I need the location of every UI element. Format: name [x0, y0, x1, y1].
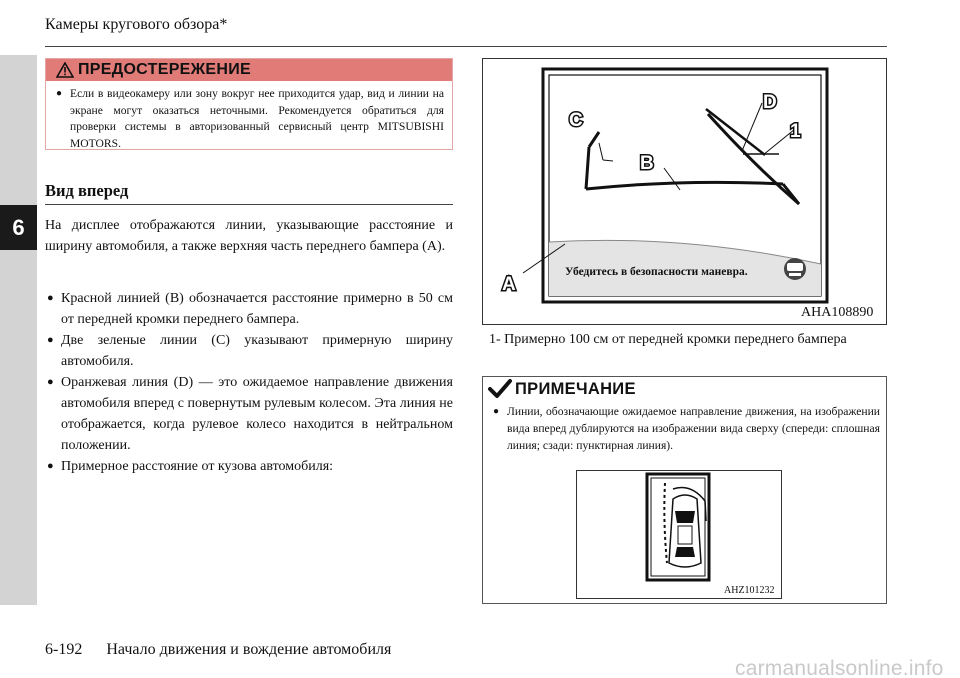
intro-paragraph: На дисплее отображаются линии, указывающие расстояние и ширину автомобиля, а также верхняя часть переднего бампера (A).	[45, 218, 453, 254]
figure-code: AHA108890	[801, 305, 874, 320]
bullet-item-orange-line: ● Оранжевая линия (D) — это ожидаемое направление движения автомобиля вперед с повернутым рулевым колесом. Эта линия не отображается, когда рулевое колесо находится в нейтральном положении.	[45, 372, 453, 456]
warning-header	[46, 59, 452, 81]
label-one: 1	[790, 121, 801, 142]
watermark: carmanualsonline.info	[735, 657, 944, 678]
header-rule	[45, 46, 887, 47]
warning-box	[45, 58, 453, 150]
checkmark-icon	[487, 378, 513, 400]
note-header	[483, 377, 886, 401]
warning-item: ● Если в видеокамеру или зону вокруг нее приходится удар, вид и линии на экране могут оказаться неточными. Рекомендуется обратиться для проверки системы в авторизованный сервисный центр MITSUBISHI MOTORS.	[56, 86, 444, 152]
screen-message: Убедитесь в безопасности маневра.	[565, 266, 748, 278]
label-d: D	[763, 92, 777, 113]
bullet-item-distance: ● Примерное расстояние от кузова автомобиля:	[45, 456, 453, 477]
figure-callout-labels	[483, 59, 888, 326]
note-list	[483, 401, 886, 454]
page-header-title: Камеры кругового обзора*	[45, 16, 228, 33]
note-title: ПРИМЕЧАНИЕ	[515, 379, 636, 398]
bullet-list	[45, 288, 453, 477]
top-view-illustration	[577, 471, 783, 600]
warning-list	[46, 81, 452, 152]
camera-figure	[482, 58, 887, 325]
warning-triangle-icon	[56, 62, 74, 78]
label-c: C	[569, 110, 583, 131]
figure-caption: 1- Примерно 100 см от передней кромки переднего бампера	[489, 332, 847, 347]
note-figure-code: AHZ101232	[724, 585, 775, 596]
note-box	[482, 376, 887, 604]
warning-title: ПРЕДОСТЕРЕЖЕНИЕ	[78, 61, 251, 78]
bullet-item-green-lines: ● Две зеленые линии (C) указывают примерную ширину автомобиля.	[45, 330, 453, 372]
section-rule	[45, 204, 453, 205]
footer-chapter: Начало движения и вождение автомобиля	[106, 641, 392, 658]
bullet-item-red-line: ● Красной линией (B) обозначается расстояние примерно в 50 см от передней кромки переднего бампера.	[45, 288, 453, 330]
chapter-tab: 6	[0, 205, 37, 250]
note-item: ● Линии, обозначающие ожидаемое направление движения, на изображении вида вперед дублируются на изображении вида сверху (спереди: сплошная линия; сзади: пунктирная линия).	[493, 403, 880, 454]
page-footer	[45, 641, 391, 659]
label-b: B	[640, 153, 654, 174]
label-a: A	[502, 274, 516, 295]
side-strip	[0, 55, 37, 605]
car-top-icon	[669, 495, 701, 567]
top-view-figure	[576, 470, 782, 599]
section-heading: Вид вперед	[45, 181, 129, 200]
page-number: 6-192	[45, 641, 83, 658]
